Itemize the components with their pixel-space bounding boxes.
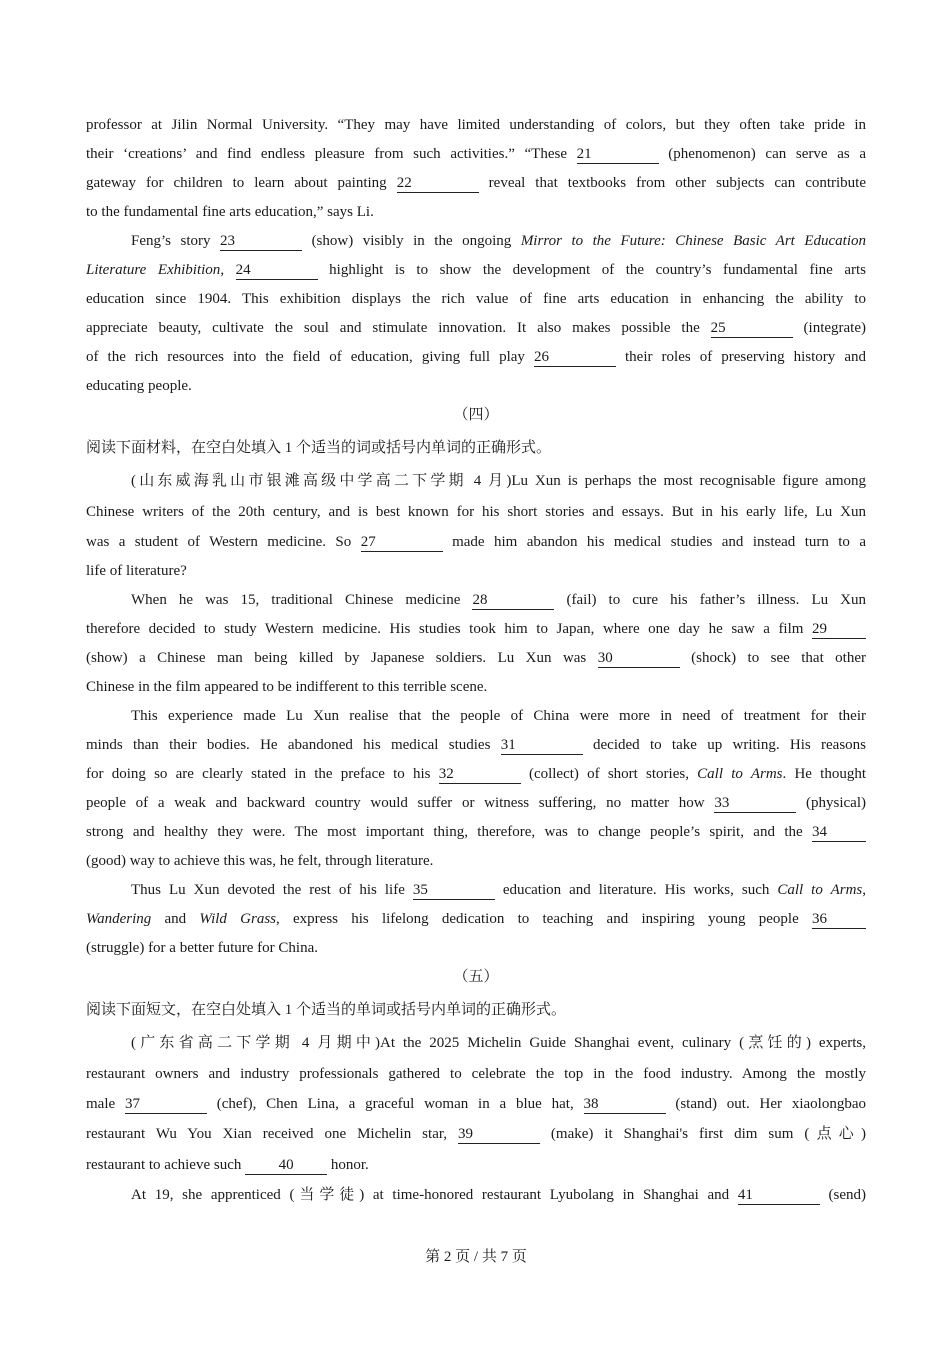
text-segment: , xyxy=(862,882,866,898)
text-segment: Chinese writers of the 20th century, and is best known for his short stories and essays. But in his early life, Lu Xun xyxy=(86,504,866,520)
italic-title: Wild Grass xyxy=(199,911,277,927)
answer-blank-22[interactable]: 22 xyxy=(397,175,479,193)
text-segment: (send) xyxy=(819,1187,866,1203)
text-segment: educating people. xyxy=(86,378,192,394)
text-segment: male xyxy=(86,1096,125,1112)
text-segment: 阅读下面短文，在空白处填入 1 个适当的单词或括号内单词的正确形式。 xyxy=(86,1002,567,1018)
answer-blank-41[interactable]: 41 xyxy=(738,1187,820,1205)
answer-blank-35[interactable]: 35 xyxy=(413,882,495,900)
text-line xyxy=(86,1155,866,1175)
text-segment: for doing so are clearly stated in the preface to his xyxy=(86,766,439,782)
italic-title: Wandering xyxy=(86,911,152,927)
text-segment: strong and healthy they were. The most important thing, therefore, was to change people’s spirit, and the xyxy=(86,824,812,840)
text-segment: (chef), Chen Lina, a graceful woman in a blue hat, xyxy=(206,1096,584,1112)
text-line xyxy=(86,1094,866,1114)
answer-blank-29[interactable]: 29 xyxy=(812,621,866,639)
text-line xyxy=(86,938,866,958)
text-line xyxy=(131,1185,866,1205)
text-segment: education and literature. His works, such xyxy=(494,882,778,898)
text-segment: restaurant to achieve such xyxy=(86,1157,246,1173)
text-segment: restaurant Wu You Xian received one Michelin star, xyxy=(86,1126,458,1142)
text-segment: made him abandon his medical studies and instead turn to a xyxy=(442,534,866,550)
text-segment: (show) a Chinese man being killed by Japanese soldiers. Lu Xun was xyxy=(86,650,598,666)
text-segment: reveal that textbooks from other subjects can contribute xyxy=(478,175,866,191)
text-line xyxy=(86,438,866,458)
text-segment: (show) visibly in the ongoing xyxy=(302,233,521,249)
text-segment: life of literature? xyxy=(86,563,187,579)
text-line xyxy=(86,764,866,784)
text-segment: This experience made Lu Xun realise that the people of China were more in need of treatment for their xyxy=(131,708,866,724)
text-segment: Thus Lu Xun devoted the rest of his life xyxy=(131,882,413,898)
text-line xyxy=(131,706,866,726)
text-line xyxy=(86,851,866,871)
italic-title: Mirror to the Future: Chinese Basic Art Education xyxy=(520,233,866,249)
answer-blank-33[interactable]: 33 xyxy=(714,795,796,813)
text-line xyxy=(86,677,866,697)
text-segment: Chinese in the film appeared to be indifferent to this terrible scene. xyxy=(86,679,488,695)
text-segment: (physical) xyxy=(796,795,866,811)
answer-blank-38[interactable]: 38 xyxy=(584,1096,666,1114)
text-segment: . He thought xyxy=(782,766,866,782)
text-line xyxy=(131,471,866,491)
text-line xyxy=(86,318,866,338)
text-line xyxy=(86,735,866,755)
text-line xyxy=(86,648,866,668)
text-line xyxy=(86,561,866,581)
italic-title: Literature Exhibition xyxy=(86,262,221,278)
text-segment: their ‘creations’ and find endless pleasure from such activities.” “These xyxy=(86,146,577,162)
text-segment: (山东威海乳山市银滩高级中学高二下学期 4 月)Lu Xun is perhaps the most recognisable figure among xyxy=(131,473,866,489)
text-segment: When he was 15, traditional Chinese medicine xyxy=(131,592,473,608)
section-heading-five: （五） xyxy=(453,969,499,985)
text-segment: decided to take up writing. His reasons xyxy=(582,737,866,753)
text-segment: (stand) out. Her xiaolongbao xyxy=(665,1096,866,1112)
text-segment: professor at Jilin Normal University. “They may have limited understanding of colors, but they often take pride in xyxy=(86,117,866,133)
page-footer: 第 2 页 / 共 7 页 xyxy=(425,1249,527,1265)
text-segment: their roles of preserving history and xyxy=(615,349,866,365)
answer-blank-23[interactable]: 23 xyxy=(220,233,302,251)
text-line xyxy=(86,532,866,552)
text-line xyxy=(131,1033,866,1053)
text-segment: restaurant owners and industry professionals gathered to celebrate the top in the food industry. Among the mostly xyxy=(86,1066,866,1082)
text-line xyxy=(131,880,866,900)
text-line xyxy=(86,202,866,222)
text-line xyxy=(131,231,866,251)
text-segment: (make) it Shanghai's first dim sum (点心) xyxy=(539,1126,866,1142)
text-segment: Feng’s story xyxy=(131,233,221,249)
answer-blank-39[interactable]: 39 xyxy=(458,1126,540,1144)
text-line xyxy=(86,115,866,135)
answer-blank-30[interactable]: 30 xyxy=(598,650,680,668)
text-line xyxy=(86,822,866,842)
text-segment: to the fundamental fine arts education,” says Li. xyxy=(86,204,374,220)
text-line xyxy=(86,619,866,639)
answer-blank-40[interactable]: 40 xyxy=(245,1157,327,1175)
text-line xyxy=(86,376,866,396)
answer-blank-21[interactable]: 21 xyxy=(577,146,659,164)
italic-title: Call to Arms xyxy=(697,766,783,782)
text-segment: of the rich resources into the field of education, giving full play xyxy=(86,349,534,365)
text-line xyxy=(86,173,866,193)
answer-blank-32[interactable]: 32 xyxy=(439,766,521,784)
text-segment: , xyxy=(220,262,236,278)
text-segment: (fail) to cure his father’s illness. Lu Xun xyxy=(554,592,866,608)
text-segment: gateway for children to learn about painting xyxy=(86,175,397,191)
answer-blank-25[interactable]: 25 xyxy=(711,320,793,338)
answer-blank-24[interactable]: 24 xyxy=(236,262,318,280)
text-line xyxy=(86,144,866,164)
answer-blank-34[interactable]: 34 xyxy=(812,824,866,842)
section-heading-four: （四） xyxy=(453,407,499,423)
text-line xyxy=(86,289,866,309)
text-segment: (collect) of short stories, xyxy=(520,766,698,782)
text-segment: (phenomenon) can serve as a xyxy=(658,146,866,162)
text-line xyxy=(86,347,866,367)
text-segment: highlight is to show the development of the country’s fundamental fine arts xyxy=(317,262,866,278)
text-segment: education since 1904. This exhibition displays the rich value of fine arts education in enhancing the ability to xyxy=(86,291,866,307)
text-segment: (integrate) xyxy=(792,320,866,336)
text-segment: At 19, she apprenticed (当学徒) at time-honored restaurant Lyubolang in Shanghai and xyxy=(131,1187,738,1203)
text-segment: (shock) to see that other xyxy=(679,650,866,666)
text-line xyxy=(86,909,866,929)
text-segment: and xyxy=(151,911,200,927)
text-segment: appreciate beauty, cultivate the soul and stimulate innovation. It also makes possible the xyxy=(86,320,711,336)
text-segment: (广东省高二下学期 4 月期中)At the 2025 Michelin Guide Shanghai event, culinary (烹饪的) experts, xyxy=(131,1035,866,1051)
answer-blank-37[interactable]: 37 xyxy=(125,1096,207,1114)
text-segment: , express his lifelong dedication to teaching and inspiring young people xyxy=(276,911,812,927)
text-line xyxy=(86,1124,866,1144)
text-segment: minds than their bodies. He abandoned his medical studies xyxy=(86,737,501,753)
text-segment: 阅读下面材料，在空白处填入 1 个适当的词或括号内单词的正确形式。 xyxy=(86,440,552,456)
text-segment: people of a weak and backward country would suffer or witness suffering, no matter how xyxy=(86,795,715,811)
text-segment: (good) way to achieve this was, he felt, through literature. xyxy=(86,853,434,869)
answer-blank-26[interactable]: 26 xyxy=(534,349,616,367)
answer-blank-36[interactable]: 36 xyxy=(812,911,866,929)
text-line xyxy=(86,1000,866,1020)
text-segment: therefore decided to study Western medicine. His studies took him to Japan, where one day he saw a film xyxy=(86,621,812,637)
text-line xyxy=(131,590,866,610)
text-line xyxy=(86,1064,866,1084)
answer-blank-28[interactable]: 28 xyxy=(472,592,554,610)
text-line xyxy=(86,793,866,813)
text-line xyxy=(86,260,866,280)
text-segment: honor. xyxy=(327,1157,369,1173)
italic-title: Call to Arms xyxy=(777,882,863,898)
answer-blank-27[interactable]: 27 xyxy=(361,534,443,552)
text-segment: was a student of Western medicine. So xyxy=(86,534,361,550)
text-line xyxy=(86,502,866,522)
answer-blank-31[interactable]: 31 xyxy=(501,737,583,755)
text-segment: (struggle) for a better future for China. xyxy=(86,940,318,956)
